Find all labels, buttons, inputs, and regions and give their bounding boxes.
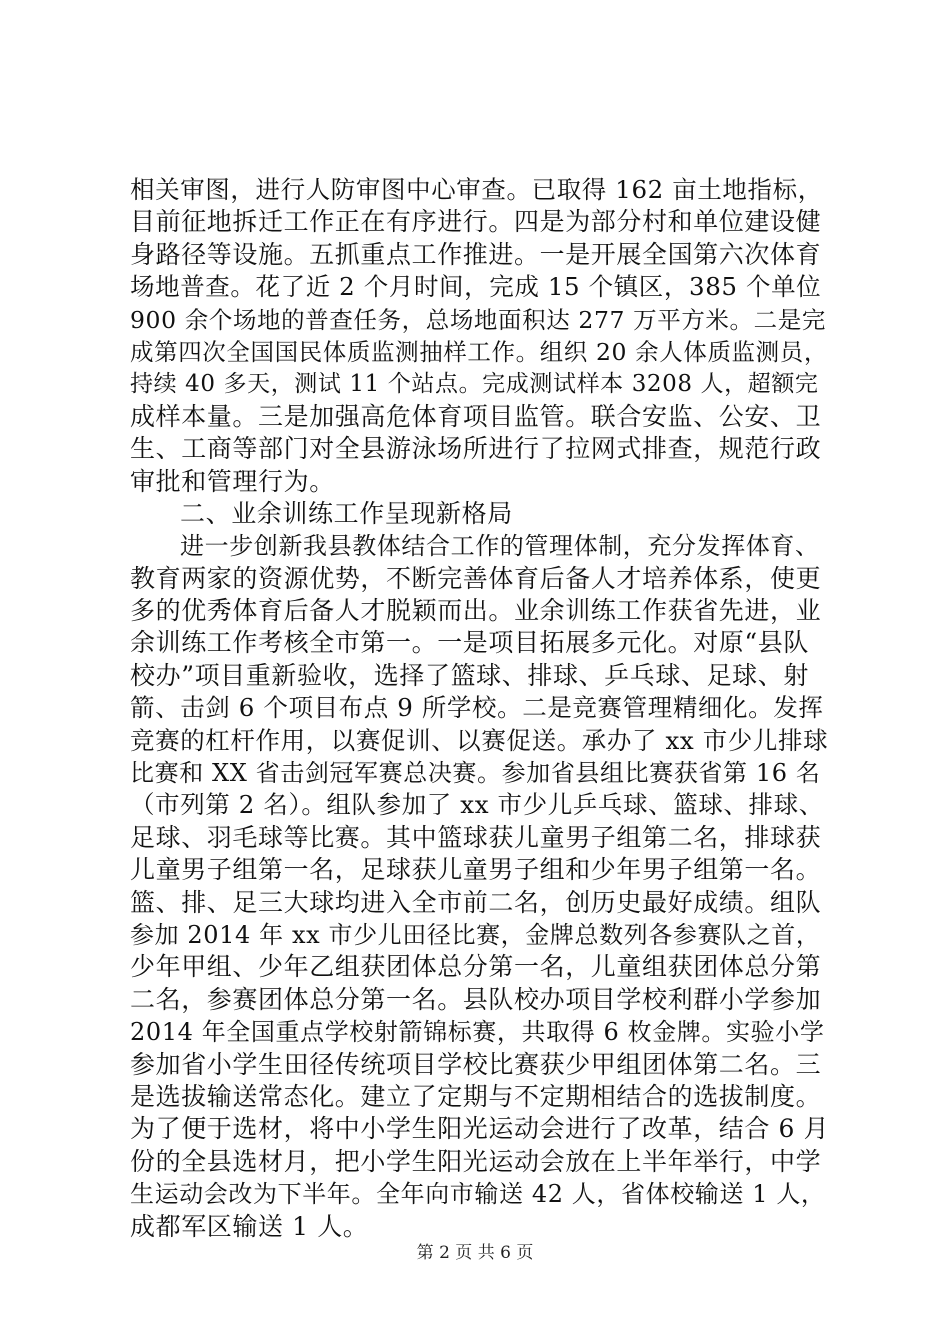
paragraph-line: 审批和管理行为。 (130, 466, 335, 496)
paragraph-line: 二名，参赛团体总分第一名。县队校办项目学校利群小学参加 (130, 984, 822, 1014)
paragraph-line: 参加省小学生田径传统项目学校比赛获少甲组团体第二名。三 (130, 1049, 822, 1079)
paragraph-line: 篮、排、足三大球均进入全市前二名，创历史最好成绩。组队 (130, 887, 822, 917)
paragraph-line: 竞赛的杠杆作用，以赛促训、以赛促送。承办了 xx 市少儿排球 (130, 725, 829, 755)
page-footer: 第 2 页 共 6 页 (416, 1243, 534, 1263)
document-body (130, 174, 830, 1243)
paragraph-line: 多的优秀体育后备人才脱颖而出。业余训练工作获省先进，业 (130, 596, 822, 626)
paragraph-line-indented: 二、业余训练工作呈现新格局 (180, 498, 513, 528)
paragraph-line: 生运动会改为下半年。全年向市输送 42 人，省体校输送 1 人， (130, 1180, 826, 1209)
paragraph-line: 场地普查。花了近 2 个月时间，完成 15 个镇区，385 个单位 (130, 272, 822, 302)
paragraph-line: 生、工商等部门对全县游泳场所进行了拉网式排查，规范行政 (130, 434, 822, 464)
paragraph-line: 余训练工作考核全市第一。一是项目拓展多元化。对原“县队 (130, 628, 809, 658)
paragraph-line: 比赛和 XX 省击剑冠军赛总决赛。参加省县组比赛获省第 16 名 (130, 759, 821, 788)
paragraph-line: 参加 2014 年 xx 市少儿田径比赛，金牌总数列各参赛队之首， (130, 920, 821, 949)
paragraph-line: 是选拔输送常态化。建立了定期与不定期相结合的选拔制度。 (130, 1081, 822, 1111)
paragraph-line: 持续 40 多天，测试 11 个站点。完成测试样本 3208 人，超额完 (130, 371, 819, 398)
paragraph-line: 目前征地拆迁工作正在有序进行。四是为部分村和单位建设健 (130, 207, 822, 237)
paragraph-line: 儿童男子组第一名，足球获儿童男子组和少年男子组第一名。 (130, 855, 822, 885)
paragraph-line: 成第四次全国国民体质监测抽样工作。组织 20 余人体质监测员， (130, 337, 828, 366)
paragraph-line: 身路径等设施。五抓重点工作推进。一是开展全国第六次体育 (130, 239, 822, 269)
paragraph-line: 校办”项目重新验收，选择了篮球、排球、乒乓球、足球、射 (130, 660, 809, 690)
paragraph-line: 足球、羽毛球等比赛。其中篮球获儿童男子组第二名，排球获 (130, 822, 822, 852)
paragraph-line: 2014 年全国重点学校射箭锦标赛，共取得 6 枚金牌。实验小学 (130, 1018, 825, 1047)
paragraph-line: 箭、击剑 6 个项目布点 9 所学校。二是竞赛管理精细化。发挥 (130, 693, 824, 723)
paragraph-line: 900 余个场地的普查任务，总场地面积达 277 万平方米。二是完 (130, 305, 826, 334)
paragraph-line: 份的全县选材月，把小学生阳光运动会放在上半年举行，中学 (130, 1146, 822, 1176)
paragraph-line: 少年甲组、少年乙组获团体总分第一名，儿童组获团体总分第 (130, 952, 822, 982)
paragraph-line: （市列第 2 名）。组队参加了 xx 市少儿乒乓球、篮球、排球、 (130, 790, 824, 820)
paragraph-line: 成都军区输送 1 人。 (130, 1211, 369, 1241)
paragraph-line: 教育两家的资源优势，不断完善体育后备人才培养体系，使更 (130, 563, 822, 593)
paragraph-line: 成样本量。三是加强高危体育项目监管。联合安监、公安、卫 (130, 401, 822, 431)
paragraph-line: 相关审图，进行人防审图中心审查。已取得 162 亩土地指标， (130, 175, 823, 204)
paragraph-line: 为了便于选材，将中小学生阳光运动会进行了改革，结合 6 月 (130, 1114, 830, 1144)
paragraph-line-indented: 进一步创新我县教体结合工作的管理体制，充分发挥体育、 (180, 532, 820, 561)
